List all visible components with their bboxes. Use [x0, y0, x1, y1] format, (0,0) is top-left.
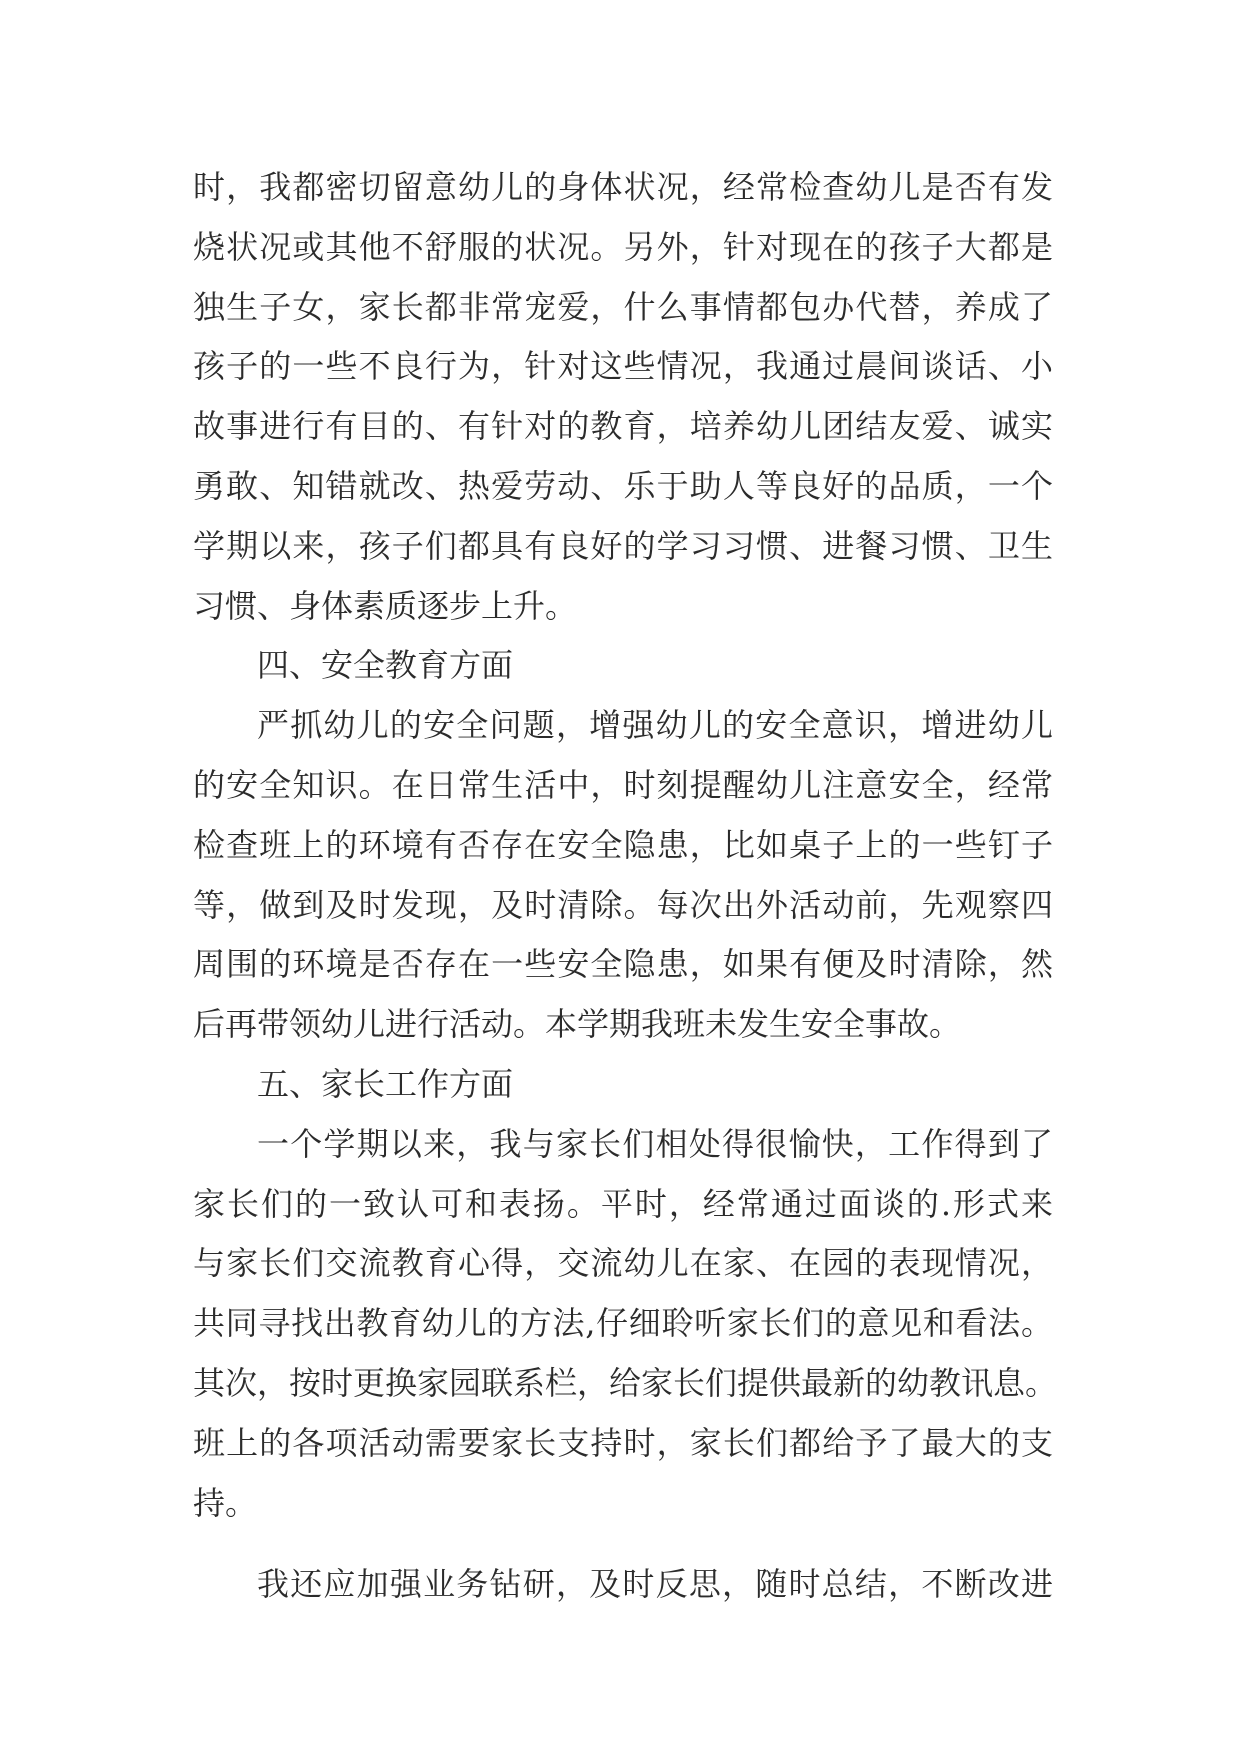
paragraph-line: 孩子的一些不良行为，针对这些情况，我通过晨间谈话、小 [193, 347, 1053, 386]
paragraph-line: 故事进行有目的、有针对的教育，培养幼儿团结友爱、诚实 [193, 407, 1053, 446]
document-body [193, 158, 1058, 1615]
paragraph-line: 班上的各项活动需要家长支持时，家长们都给予了最大的支 [193, 1423, 1053, 1462]
paragraph-line: 其次，按时更换家园联系栏，给家长们提供最新的幼教讯息。 [193, 1363, 1058, 1402]
paragraph-line: 等，做到及时发现，及时清除。每次出外活动前，先观察四 [193, 885, 1053, 924]
paragraph-line: 一个学期以来，我与家长们相处得很愉快，工作得到了 [257, 1124, 1053, 1163]
paragraph-line: 共同寻找出教育幼儿的方法,仔细聆听家长们的意见和看法。 [193, 1304, 1053, 1343]
paragraph-line: 我还应加强业务钻研，及时反思，随时总结，不断改进 [257, 1565, 1053, 1604]
paragraph-line: 后再带领幼儿进行活动。本学期我班未发生安全事故。 [193, 1005, 962, 1044]
paragraph-line: 时，我都密切留意幼儿的身体状况，经常检查幼儿是否有发 [193, 168, 1053, 206]
paragraph-line: 烧状况或其他不舒服的状况。另外，针对现在的孩子大都是 [193, 227, 1053, 266]
paragraph-line: 严抓幼儿的安全问题，增强幼儿的安全意识，增进幼儿 [257, 706, 1053, 745]
paragraph-line: 周围的环境是否存在一些安全隐患，如果有便及时清除，然 [193, 945, 1053, 984]
paragraph-line: 家长们的一致认可和表扬。平时，经常通过面谈的.形式来 [193, 1184, 1053, 1223]
paragraph-line: 检查班上的环境有否存在安全隐患，比如桌子上的一些钉子 [193, 825, 1053, 864]
section-heading-parents: 五、家长工作方面 [257, 1064, 514, 1103]
paragraph-line: 学期以来，孩子们都具有良好的学习习惯、进餐习惯、卫生 [193, 526, 1053, 565]
paragraph-line: 习惯、身体素质逐步上升。 [193, 586, 578, 625]
paragraph-line: 与家长们交流教育心得，交流幼儿在家、在园的表现情况， [193, 1244, 1053, 1283]
paragraph-line: 独生子女，家长都非常宠爱，什么事情都包办代替，养成了 [193, 287, 1053, 326]
paragraph-line: 持。 [193, 1483, 258, 1522]
section-heading-safety: 四、安全教育方面 [257, 646, 514, 685]
paragraph-line: 勇敢、知错就改、热爱劳动、乐于助人等良好的品质，一个 [193, 466, 1053, 505]
paragraph-line: 的安全知识。在日常生活中，时刻提醒幼儿注意安全，经常 [193, 765, 1053, 804]
